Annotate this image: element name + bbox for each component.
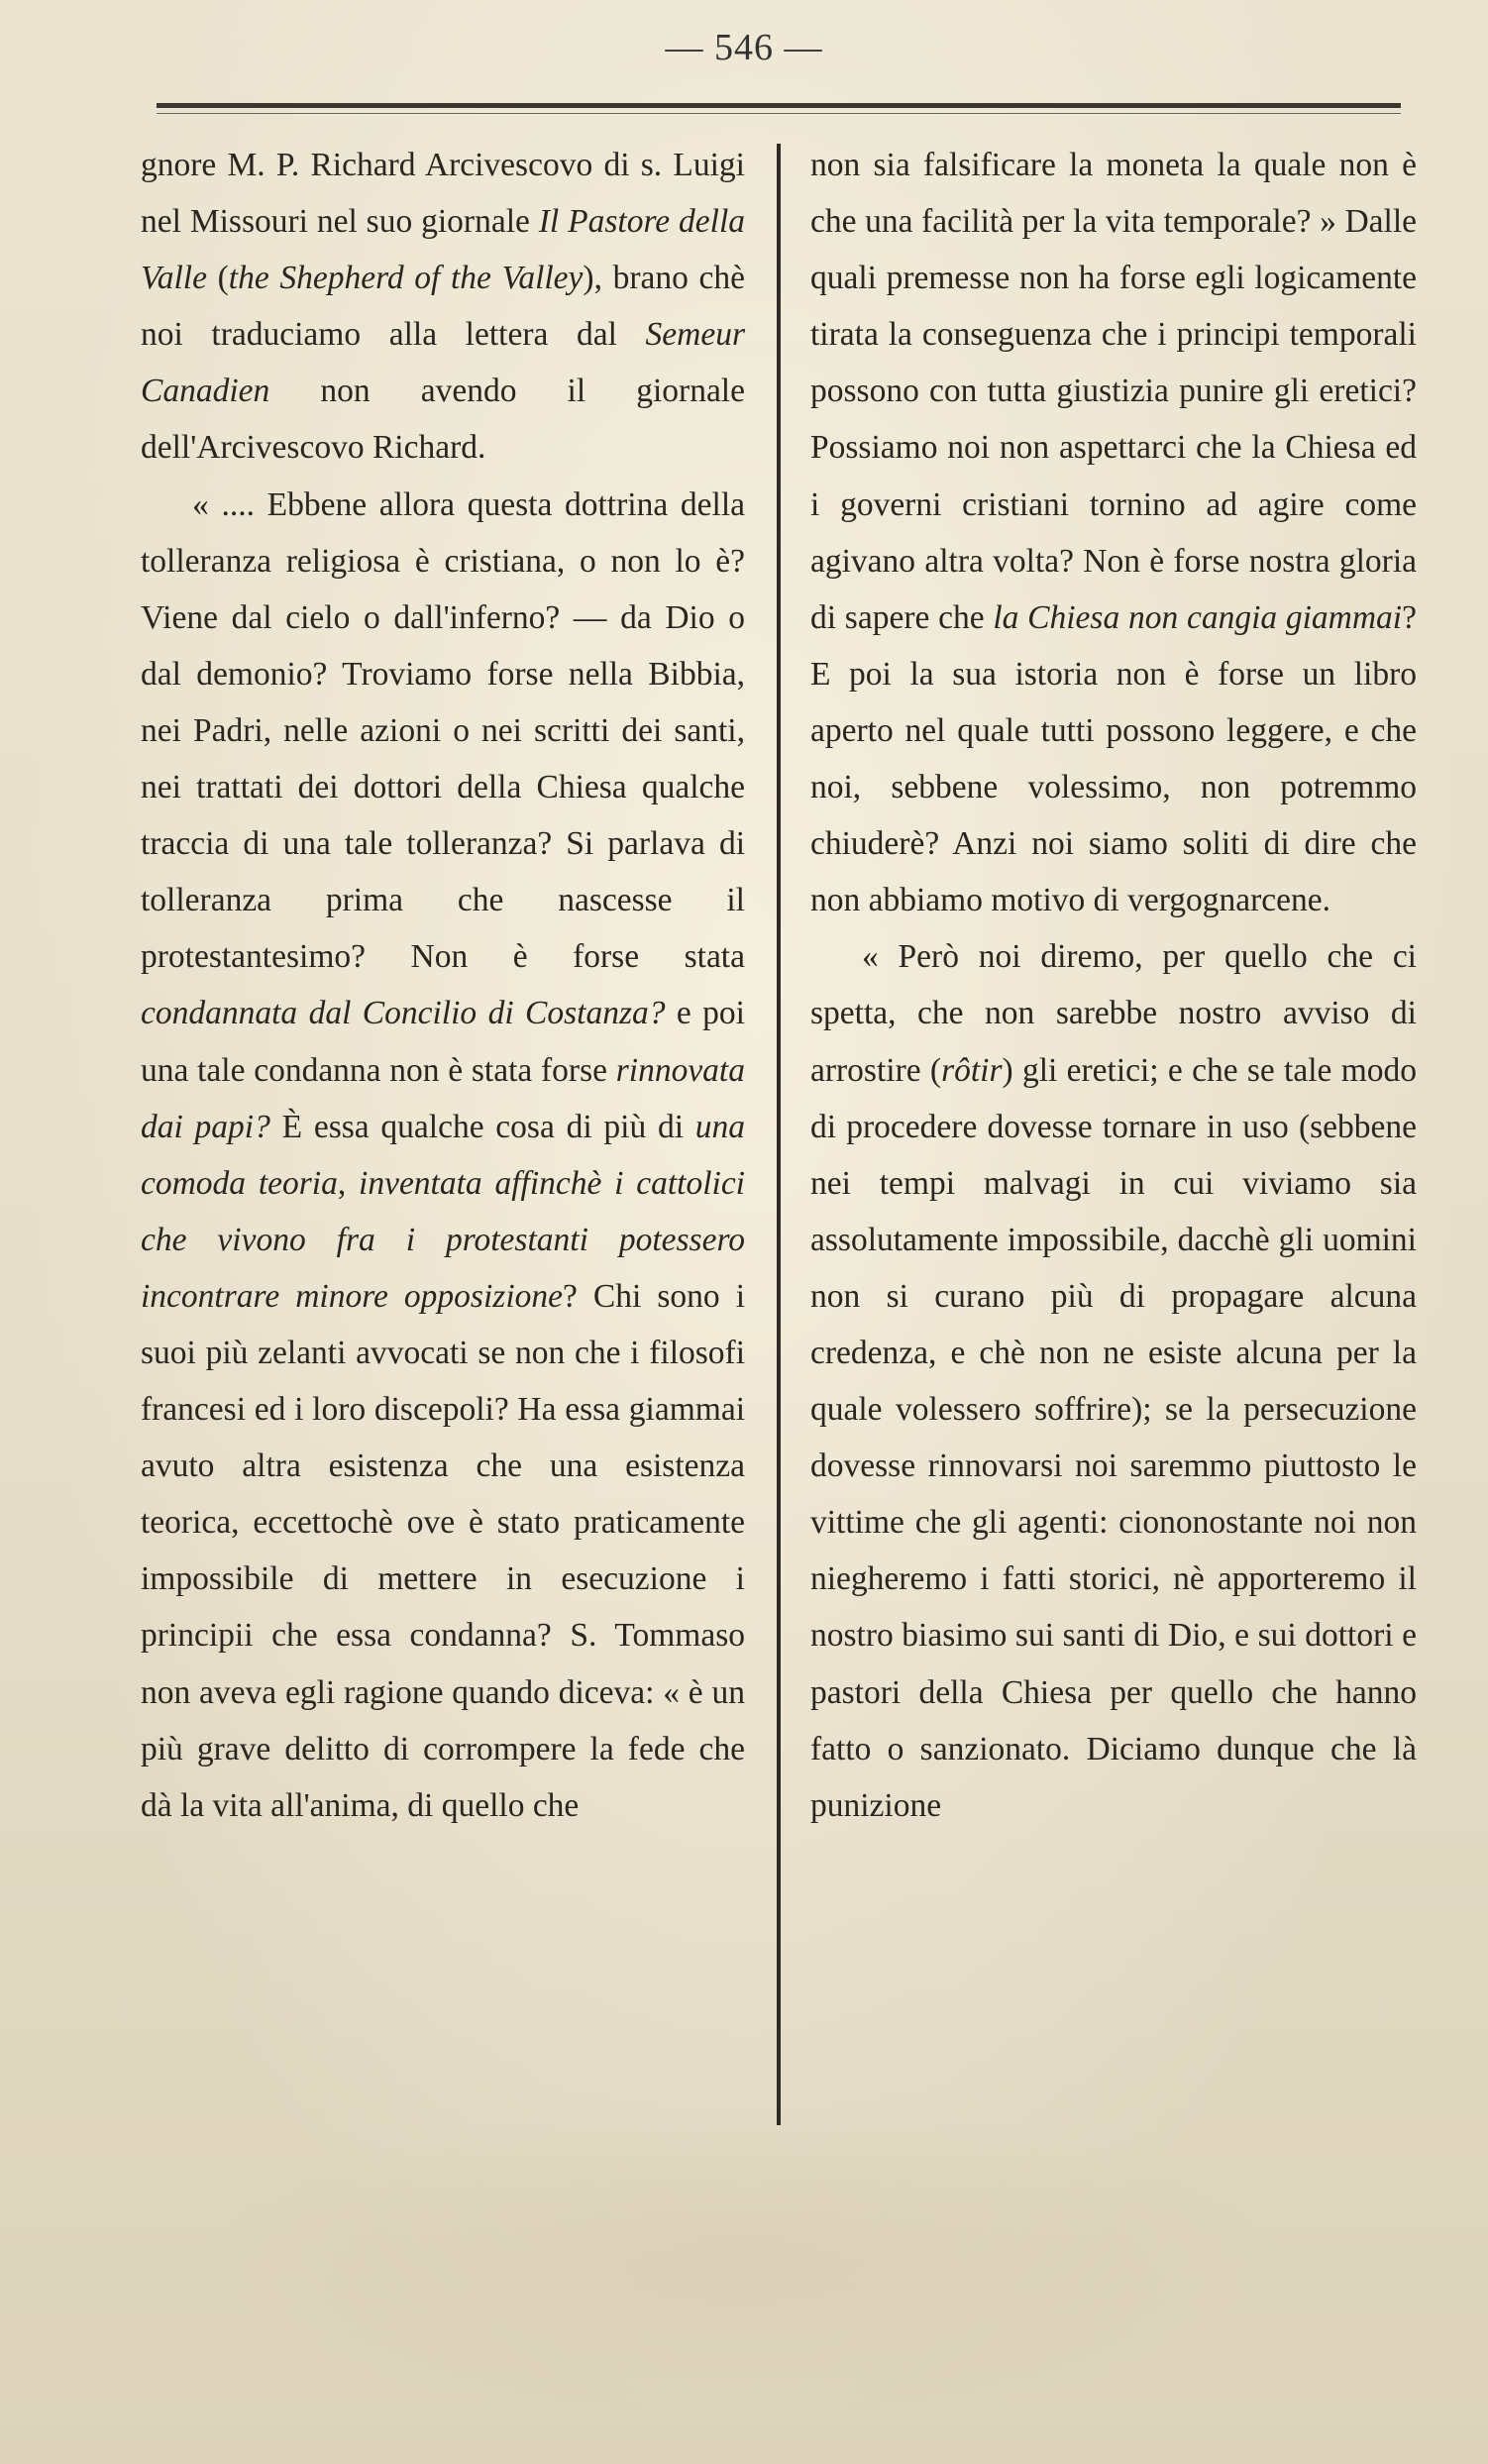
italic-text: rinnovata dai papi? <box>141 1051 745 1145</box>
italic-text: la Chiesa non cangia giammai <box>993 598 1403 636</box>
italic-text: condannata dal Concilio di Costanza? <box>141 995 666 1032</box>
italic-text: Il Pastore della Valle <box>141 203 745 297</box>
text-run: ? Chi sono i suoi più zelanti avvocati se non che i filosofi francesi ed i loro discepoli? Ha essa giammai avuto altra esistenza che una esistenza teorica, eccettochè ove è stato praticamente impossibile di mettere in esecuzione i principii che essa condanna? S. Tommaso non aveva egli ragione quando diceva: « è un più grave delitto di corrompere la fede che dà la vita all'anima, di quello che <box>141 1277 745 1824</box>
text-run: ( <box>206 260 229 297</box>
italic-text: inventata affinchè i cattolici che vivono fra i protestanti potessero incontrare minore opposizione <box>141 1164 745 1315</box>
text-run: gnore M. P. Richard Arcivescovo di s. Luigi nel Missouri nel suo giornale <box>141 147 745 241</box>
italic-text: the Shepherd of the Valley <box>228 260 584 297</box>
right-paragraph-2 <box>810 928 1417 1834</box>
column-divider <box>777 144 781 2125</box>
italic-text: rôtir <box>941 1051 1003 1089</box>
right-column <box>810 137 1417 1834</box>
italic-text: una comoda teoria <box>141 1108 745 1202</box>
header-rule <box>157 103 1401 108</box>
text-run: e poi una tale condanna non è stata forse <box>141 995 745 1089</box>
left-paragraph-2 <box>141 477 745 1834</box>
left-paragraph-1 <box>141 137 745 477</box>
page-number: — 546 — <box>665 27 823 68</box>
text-run: non avendo il giornale dell'Arcivescovo Richard. <box>141 373 745 467</box>
text-run: ), brano chè noi traduciamo alla lettera dal <box>141 260 746 354</box>
text-run: ) gli eretici; e che se tale modo di procedere dovesse tornare in uso (sebbene nei tempi malvagi in cui viviamo sia assolutamente impossibile, dacchè gli uomini non si curano più di propagare alcuna credenza, e chè non ne esiste alcuna per la quale volessero soffrire); se la persecuzione dovesse rinnovarsi noi saremmo piuttosto le vittime che gli agenti: ciononostante noi non niegheremo i fatti storici, nè apporteremo il nostro biasimo sui santi di Dio, e sui dottori e pastori della Chiesa per quello che hanno fatto o sanzionato. Diciamo dunque che là punizione <box>810 1051 1418 1824</box>
right-paragraph-1 <box>810 137 1417 928</box>
text-run: È essa qualche cosa di più di <box>269 1108 695 1145</box>
text-run: ? E poi la sua istoria non è forse un libro aperto nel quale tutti possono leggere, e che noi, sebbene volessimo, non potremmo chiuderè? Anzi noi siamo soliti di dire che non abbiamo motivo di vergognarcene. <box>810 598 1417 919</box>
text-run: « Però noi diremo, per quello che ci spetta, che non sarebbe nostro avviso di arrostire ( <box>810 938 1417 1089</box>
text-run: non sia falsificare la moneta la quale non è che una facilità per la vita temporale? » Dalle quali premesse non ha forse egli logicamente tirata la conseguenza che i principi temporali possono con tutta giustizia punire gli eretici? Possiamo noi non aspettarci che la Chiesa ed i governi cristiani tornino ad agire come agivano altra volta? Non è forse nostra gloria di sapere che <box>810 147 1417 636</box>
text-run: , <box>337 1164 360 1202</box>
italic-text: Semeur Canadien <box>141 316 745 410</box>
text-run: « .... Ebbene allora questa dottrina della tolleranza religiosa è cristiana, o non lo è? Viene dal cielo o dall'inferno? — da Dio o dal demonio? Troviamo forse nella Bibbia, nei Padri, nelle azioni o nei scritti dei santi, nei trattati dei dottori della Chiesa qualche traccia di una tale tolleranza? Si parlava di tolleranza prima che nascesse il protestantesimo? Non è forse stata <box>141 485 745 976</box>
header-rule-thin <box>157 113 1401 114</box>
left-column <box>141 137 745 1834</box>
paper-stain <box>198 2100 1288 2417</box>
